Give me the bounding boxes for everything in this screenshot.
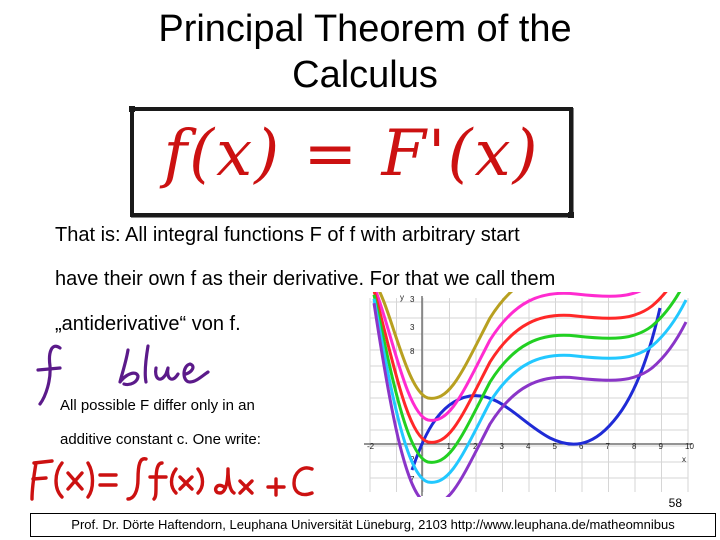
y-tick-label: 7: [410, 475, 415, 484]
y-tick-label: 3: [410, 323, 415, 332]
x-tick-label: 9: [658, 442, 663, 451]
slide-number: 58: [668, 496, 682, 510]
x-tick-label: 4: [526, 442, 531, 451]
text-line-2: have their own f as their derivative. For that we call them: [55, 268, 556, 290]
handwriting-integral-formula: [28, 455, 318, 505]
y-tick-label: 3: [410, 295, 415, 304]
formula: f(x) = F'(x): [163, 117, 540, 191]
text-line-3: „antiderivative“ von f.: [55, 313, 241, 335]
text-line-1: That is: All integral functions F of f with arbitrary start: [55, 224, 520, 246]
y-tick-label: 2: [410, 455, 415, 464]
title-line-1: Principal Theorem of the: [158, 8, 572, 50]
x-tick-label: 10: [685, 442, 694, 451]
x-tick-label: 5: [552, 442, 557, 451]
x-tick-label: 2: [473, 442, 478, 451]
x-tick-label: 6: [579, 442, 584, 451]
slide-title: [60, 6, 670, 98]
x-tick-label: -2: [367, 442, 375, 451]
small-text-line-2: additive constant c. One write:: [60, 431, 261, 448]
x-tick-label: 8: [632, 442, 637, 451]
x-axis-label: x: [682, 455, 686, 464]
formula-box: [130, 107, 573, 217]
antiderivative-plot: [350, 292, 695, 497]
curve-series-4: [374, 292, 686, 442]
small-text-line-1: All possible F differ only in an: [60, 397, 255, 414]
x-tick-label: 3: [499, 442, 504, 451]
y-axis-label: y: [400, 293, 404, 302]
footer: Prof. Dr. Dörte Haftendorn, Leuphana Universität Lüneburg, 2103 http://www.leuphana.de/matheomnibus: [30, 513, 716, 537]
x-tick-label: 7: [605, 442, 610, 451]
title-line-2: Calculus: [292, 54, 438, 96]
x-tick-label: 1: [446, 442, 451, 451]
y-tick-label: 8: [410, 347, 415, 356]
curve-series-3: [374, 292, 686, 420]
